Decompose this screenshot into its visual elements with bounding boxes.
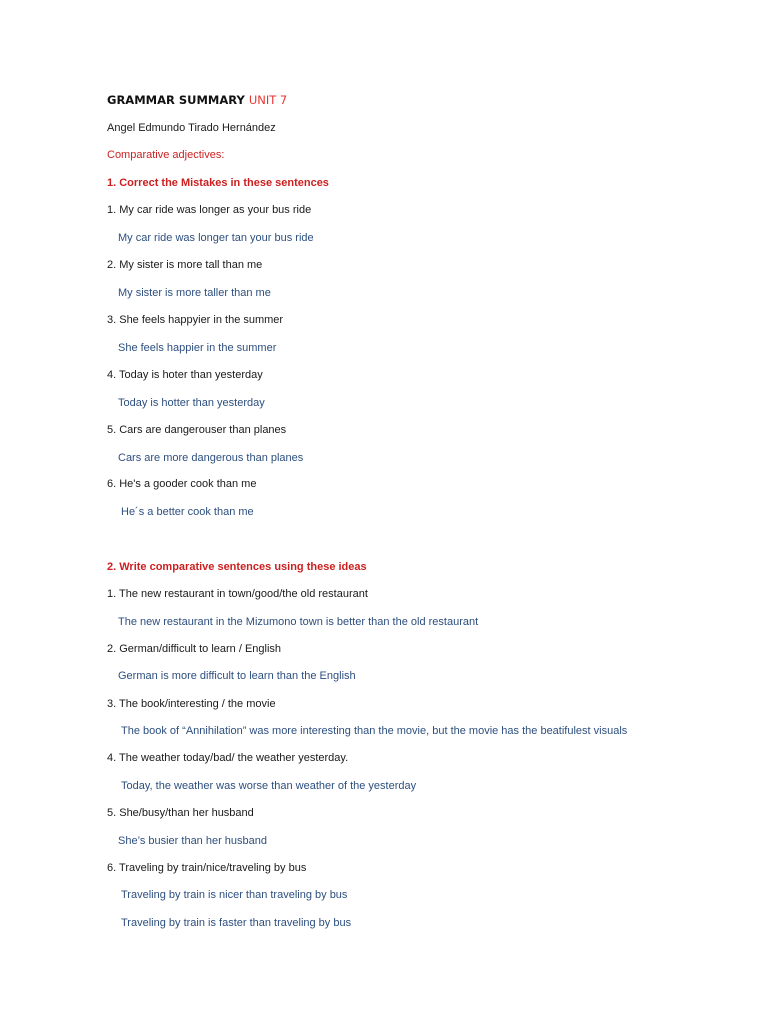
document-title: [107, 93, 287, 107]
s2-question-3: 3. The book/interesting / the movie: [107, 698, 276, 710]
s1-answer-6: He´s a better cook than me: [121, 506, 254, 518]
s2-answer-4: Today, the weather was worse than weather of the yesterday: [121, 780, 417, 792]
s2-answer-2: German is more difficult to learn than the English: [118, 670, 356, 682]
title-text: GRAMMAR SUMMARY: [107, 93, 245, 107]
s2-answer-1: The new restaurant in the Mizumono town is better than the old restaurant: [118, 616, 479, 628]
unit-label: UNIT 7: [248, 93, 288, 107]
s1-question-1: 1. My car ride was longer as your bus ride: [107, 204, 312, 216]
s1-question-4: 4. Today is hoter than yesterday: [107, 369, 263, 381]
s1-answer-5: Cars are more dangerous than planes: [118, 452, 304, 464]
s2-answer-6b: Traveling by train is faster than traveling by bus: [121, 917, 352, 929]
s1-answer-1: My car ride was longer tan your bus ride: [118, 232, 314, 244]
s1-question-6: 6. He's a gooder cook than me: [107, 478, 257, 490]
s1-question-2: 2. My sister is more tall than me: [107, 259, 263, 271]
s1-question-3: 3. She feels happyier in the summer: [107, 314, 284, 326]
s2-question-6: 6. Traveling by train/nice/traveling by bus: [107, 862, 307, 874]
section1-heading: 1. Correct the Mistakes in these sentences: [107, 177, 329, 189]
s2-answer-5: She’s busier than her husband: [118, 835, 268, 847]
s1-answer-2: My sister is more taller than me: [118, 287, 271, 299]
topic-label: Comparative adjectives:: [107, 149, 225, 161]
s1-answer-4: Today is hotter than yesterday: [118, 397, 265, 409]
section2-heading: 2. Write comparative sentences using these ideas: [107, 561, 367, 573]
s1-question-5: 5. Cars are dangerouser than planes: [107, 424, 287, 436]
s2-question-4: 4. The weather today/bad/ the weather yesterday.: [107, 752, 349, 764]
s2-question-2: 2. German/difficult to learn / English: [107, 643, 282, 655]
s1-answer-3: She feels happier in the summer: [118, 342, 277, 354]
s2-question-5: 5. She/busy/than her husband: [107, 807, 254, 819]
s2-answer-3: The book of “Annihilation” was more interesting than the movie, but the movie has the beatifulest visuals: [121, 725, 628, 737]
s2-answer-6: Traveling by train is nicer than traveling by bus: [121, 889, 348, 901]
author-name: Angel Edmundo Tirado Hernández: [107, 122, 276, 134]
s2-question-1: 1. The new restaurant in town/good/the old restaurant: [107, 588, 368, 600]
